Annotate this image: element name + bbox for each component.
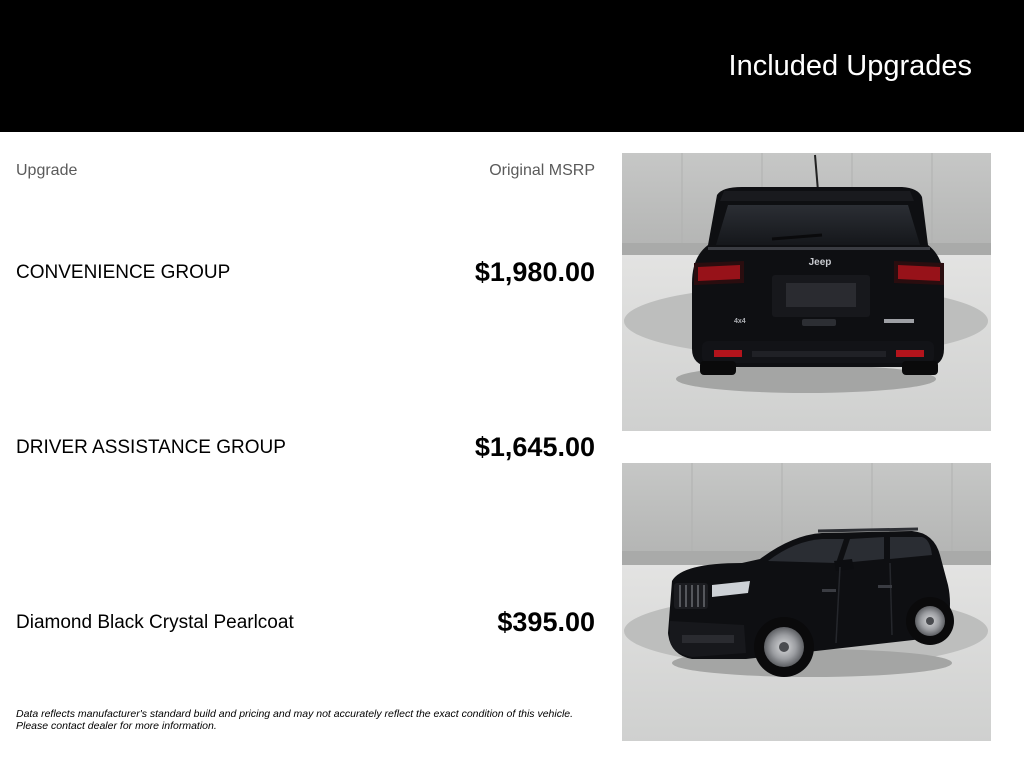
vehicle-front-photo <box>622 463 991 741</box>
vehicle-front-illustration <box>622 463 991 741</box>
disclaimer-line-1: Data reflects manufacturer's standard build and pricing and may not accurately reflect the exact condition of this vehicle. <box>16 708 574 720</box>
header-bar <box>0 0 1024 132</box>
upgrade-name: DRIVER ASSISTANCE GROUP <box>16 437 286 458</box>
upgrade-price: $1,980.00 <box>474 257 595 287</box>
disclaimer-line-2: Please contact dealer for more information. <box>16 720 217 732</box>
vehicle-rear-illustration <box>622 153 991 431</box>
upgrade-price: $1,645.00 <box>474 432 595 462</box>
upgrade-name: CONVENIENCE GROUP <box>16 262 231 283</box>
jeep-badge: Jeep <box>808 257 832 268</box>
upgrade-price: $395.00 <box>497 607 595 637</box>
page-title: Included Upgrades <box>728 50 972 82</box>
4x4-badge: 4x4 <box>734 318 746 325</box>
vehicle-rear-photo <box>622 153 991 431</box>
column-header-msrp: Original MSRP <box>489 162 595 179</box>
column-header-upgrade: Upgrade <box>16 162 78 179</box>
upgrade-name: Diamond Black Crystal Pearlcoat <box>16 612 294 633</box>
disclaimer <box>16 708 606 732</box>
